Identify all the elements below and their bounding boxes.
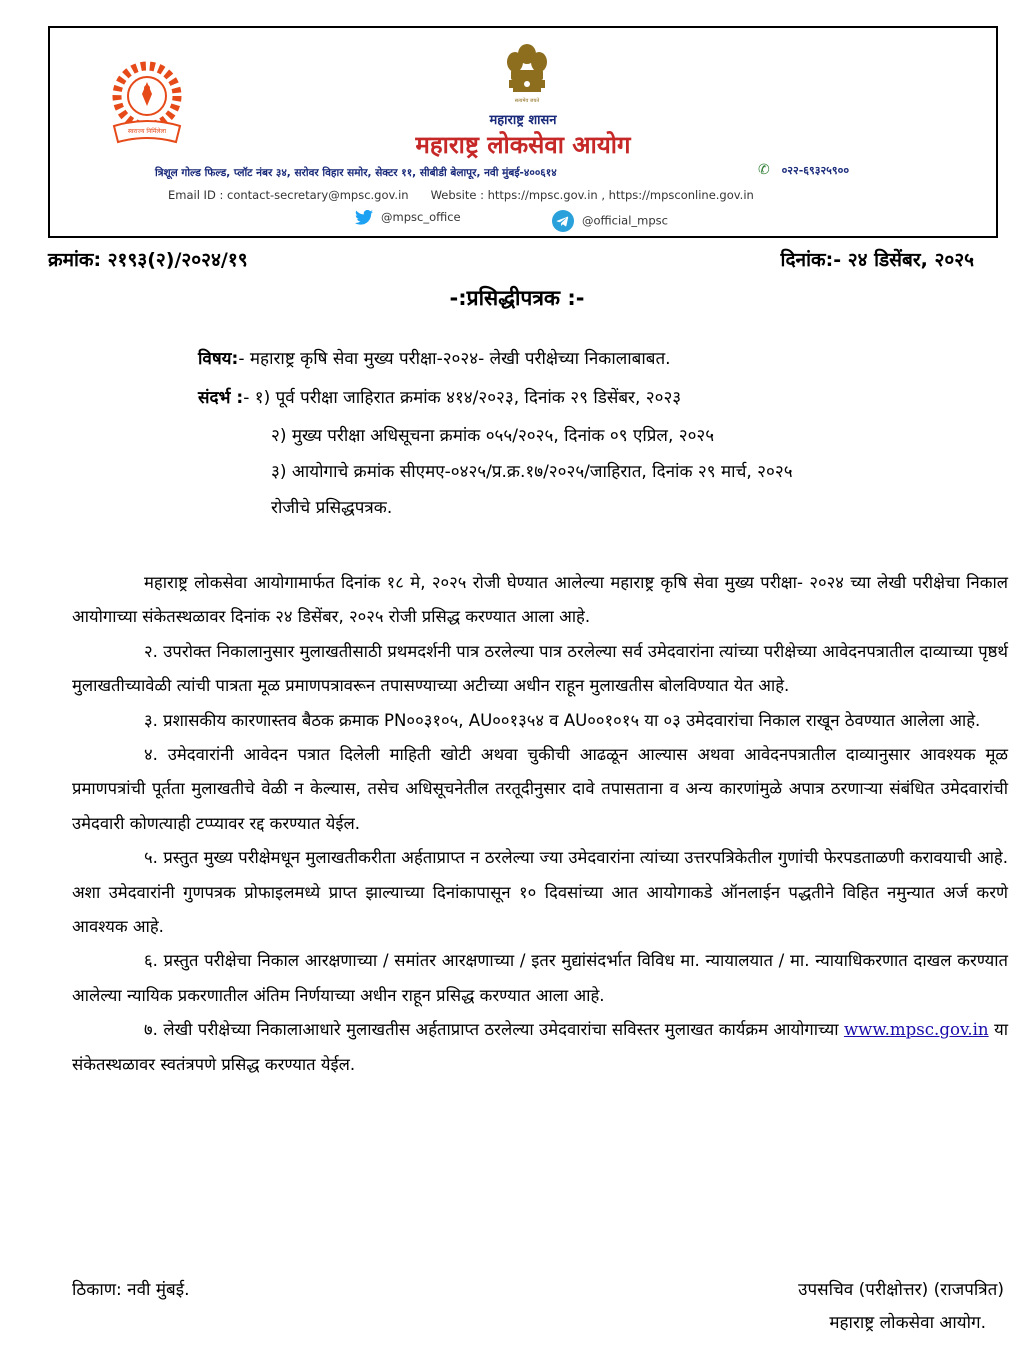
paragraph-7 [72,1013,1008,1082]
notice-body [72,566,1008,1082]
paragraph-7-text-a: ७. लेखी परीक्षेच्या निकालाआधारे मुलाखतीस अर्हताप्राप्त ठरलेल्या उमेदवारांचा सविस्तर मुलाखत कार्यक्रम आयोगाच्या [144,1020,844,1040]
paragraph-3: ३. प्रशासकीय कारणास्तव बैठक क्रमाक PN००३१०५, AU००१३५४ व AU००१०१५ या ०३ उमेदवारांचा निकाल राखून ठेवण्यात आलेला आहे. [144,710,981,730]
reference-item-2: २) मुख्य परीक्षा अधिसूचना क्रमांक ०५५/२०२५, दिनांक ०९ एप्रिल, २०२५ [271,426,715,446]
paragraph-4: ४. उमेदवारांनी आवेदन पत्रात दिलेली माहिती खोटी अथवा चुकीची आढळून आल्यास अथवा आवेदनपत्रातील दाव्यानुसार आवश्यक मूळ प्रमाणपत्रांची पूर्तता मुलाखतीचे वेळी न केल्यास, तसेच अधिसूचनेतील तरतूदीनुसार दावे तपासताना व अन्य कारणांमुळे अपात्र ठरणाऱ्या संबंधित उमेदवारांची उमेदवारी कोणत्याही टप्प्यावर रद्द करण्यात येईल. [72,745,1008,833]
subject-label: विषय: [198,349,239,369]
commission-name: महाराष्ट्र लोकसेवा आयोग [415,131,631,159]
office-address: त्रिशूल गोल्ड फिल्ड, प्लॉट नंबर ३४, सरोवर विहार समोर, सेक्टर ११, सीबीडी बेलापूर, नवी मुंबई-४००६१४ [155,167,557,179]
twitter-icon [355,210,373,225]
notice-date: दिनांक:- २४ डिसेंबर, २०२५ [780,249,974,271]
logo-text: स्वराज्य निर्मिलेला [127,128,167,135]
letterhead [48,26,998,238]
telegram-icon [552,210,574,232]
paragraph-2: २. उपरोक्त निकालानुसार मुलाखतीसाठी प्रथमदर्शनी पात्र ठरलेल्या पात्र ठरलेल्या सर्व उमेदवारांना त्यांच्या परीक्षेच्या आवेदनपत्रातील दाव्याच्या पृष्ठर्थ मुलाखतीच्यावेळी त्यांची पात्रता मूळ प्रमाणपत्रावरून तपासण्याच्या अटीच्या अधीन राहून मुलाखतीस बोलविण्यात येत आहे. [72,641,1008,696]
paragraph-1: महाराष्ट्र लोकसेवा आयोगामार्फत दिनांक १८ मे, २०२५ रोजी घेण्यात आलेल्या महाराष्ट्र कृषि सेवा मुख्य परीक्षा- २०२४ च्या लेखी परीक्षेचा निकाल आयोगाच्या संकेतस्थळावर दिनांक २४ डिसेंबर, २०२५ रोजी प्रसिद्ध करण्यात आला आहे. [72,573,1008,627]
email-link[interactable]: Email ID : contact-secretary@mpsc.gov.in [168,188,409,202]
telegram-handle[interactable] [552,210,668,232]
national-emblem [503,40,551,108]
paragraph-7-text-b: या संकेतस्थळावर स्वतंत्रपणे प्रसिद्ध करण्यात येईल. [72,1020,1008,1074]
twitter-handle[interactable] [355,210,461,225]
subject-line [198,346,671,369]
notice-title: -:प्रसिद्धीपत्रक :- [449,286,585,310]
signatory-office: महाराष्ट्र लोकसेवा आयोग. [829,1313,986,1333]
phone-icon: ✆ [758,162,770,178]
government-name: महाराष्ट्र शासन [489,113,557,128]
mpsc-website-link[interactable]: www.mpsc.gov.in [843,1020,989,1040]
reference-item-1: - १) पूर्व परीक्षा जाहिरात क्रमांक ४१४/२०२३, दिनांक २९ डिसेंबर, २०२३ [243,388,682,408]
phone-number: ०२२-६९३२५९०० [781,164,850,177]
reference-line-1 [198,385,681,408]
subject-text: - महाराष्ट्र कृषि सेवा मुख्य परीक्षा-२०२४- लेखी परीक्षेच्या निकालाबाबत. [238,349,671,369]
website-links[interactable]: Website : https://mpsc.gov.in , https://mpsconline.gov.in [430,188,754,202]
reference-number: क्रमांक: २१९३(२)/२०२४/१९ [48,249,248,271]
telegram-label: @official_mpsc [582,213,668,228]
place: ठिकाण: नवी मुंबई. [72,1280,190,1300]
reference-label: संदर्भ : [198,388,244,408]
emblem-motto: सत्यमेव जयते [514,98,540,104]
paragraph-6: ६. प्रस्तुत परीक्षेचा निकाल आरक्षणाच्या / समांतर आरक्षणाच्या / इतर मुद्यांसंदर्भात विविध मा. न्यायालयात / मा. न्यायाधिकरणात दाखल करण्यात आलेल्या न्यायिक प्रकरणातील अंतिम निर्णयाच्या अधीन राहून प्रसिद्ध करण्यात आला आहे. [72,951,1008,1005]
reference-item-3: ३) आयोगाचे क्रमांक सीएमए-०४२५/प्र.क्र.१७/२०२५/जाहिरात, दिनांक २९ मार्च, २०२५ [271,462,793,482]
phone-contact [758,162,849,178]
twitter-label: @mpsc_office [381,210,461,224]
reference-item-4: रोजीचे प्रसिद्धपत्रक. [271,498,393,518]
contact-line [168,188,754,202]
signatory-designation: उपसचिव (परीक्षोत्तर) (राजपत्रित) [798,1280,1004,1300]
paragraph-5: ५. प्रस्तुत मुख्य परीक्षेमधून मुलाखतीकरीता अर्हताप्राप्त न ठरलेल्या ज्या उमेदवारांना त्यांच्या उत्तरपत्रिकेतील गुणांची फेरपडताळणी करावयाची आहे. अशा उमेदवारांनी गुणपत्रक प्रोफाइलमध्ये प्राप्त झाल्याच्या दिनांकापासून १० दिवसांच्या आत आयोगाकडे ऑनलाईन पद्धतीने विहित नमुन्यात अर्ज करणे आवश्यक आहे. [72,848,1008,937]
